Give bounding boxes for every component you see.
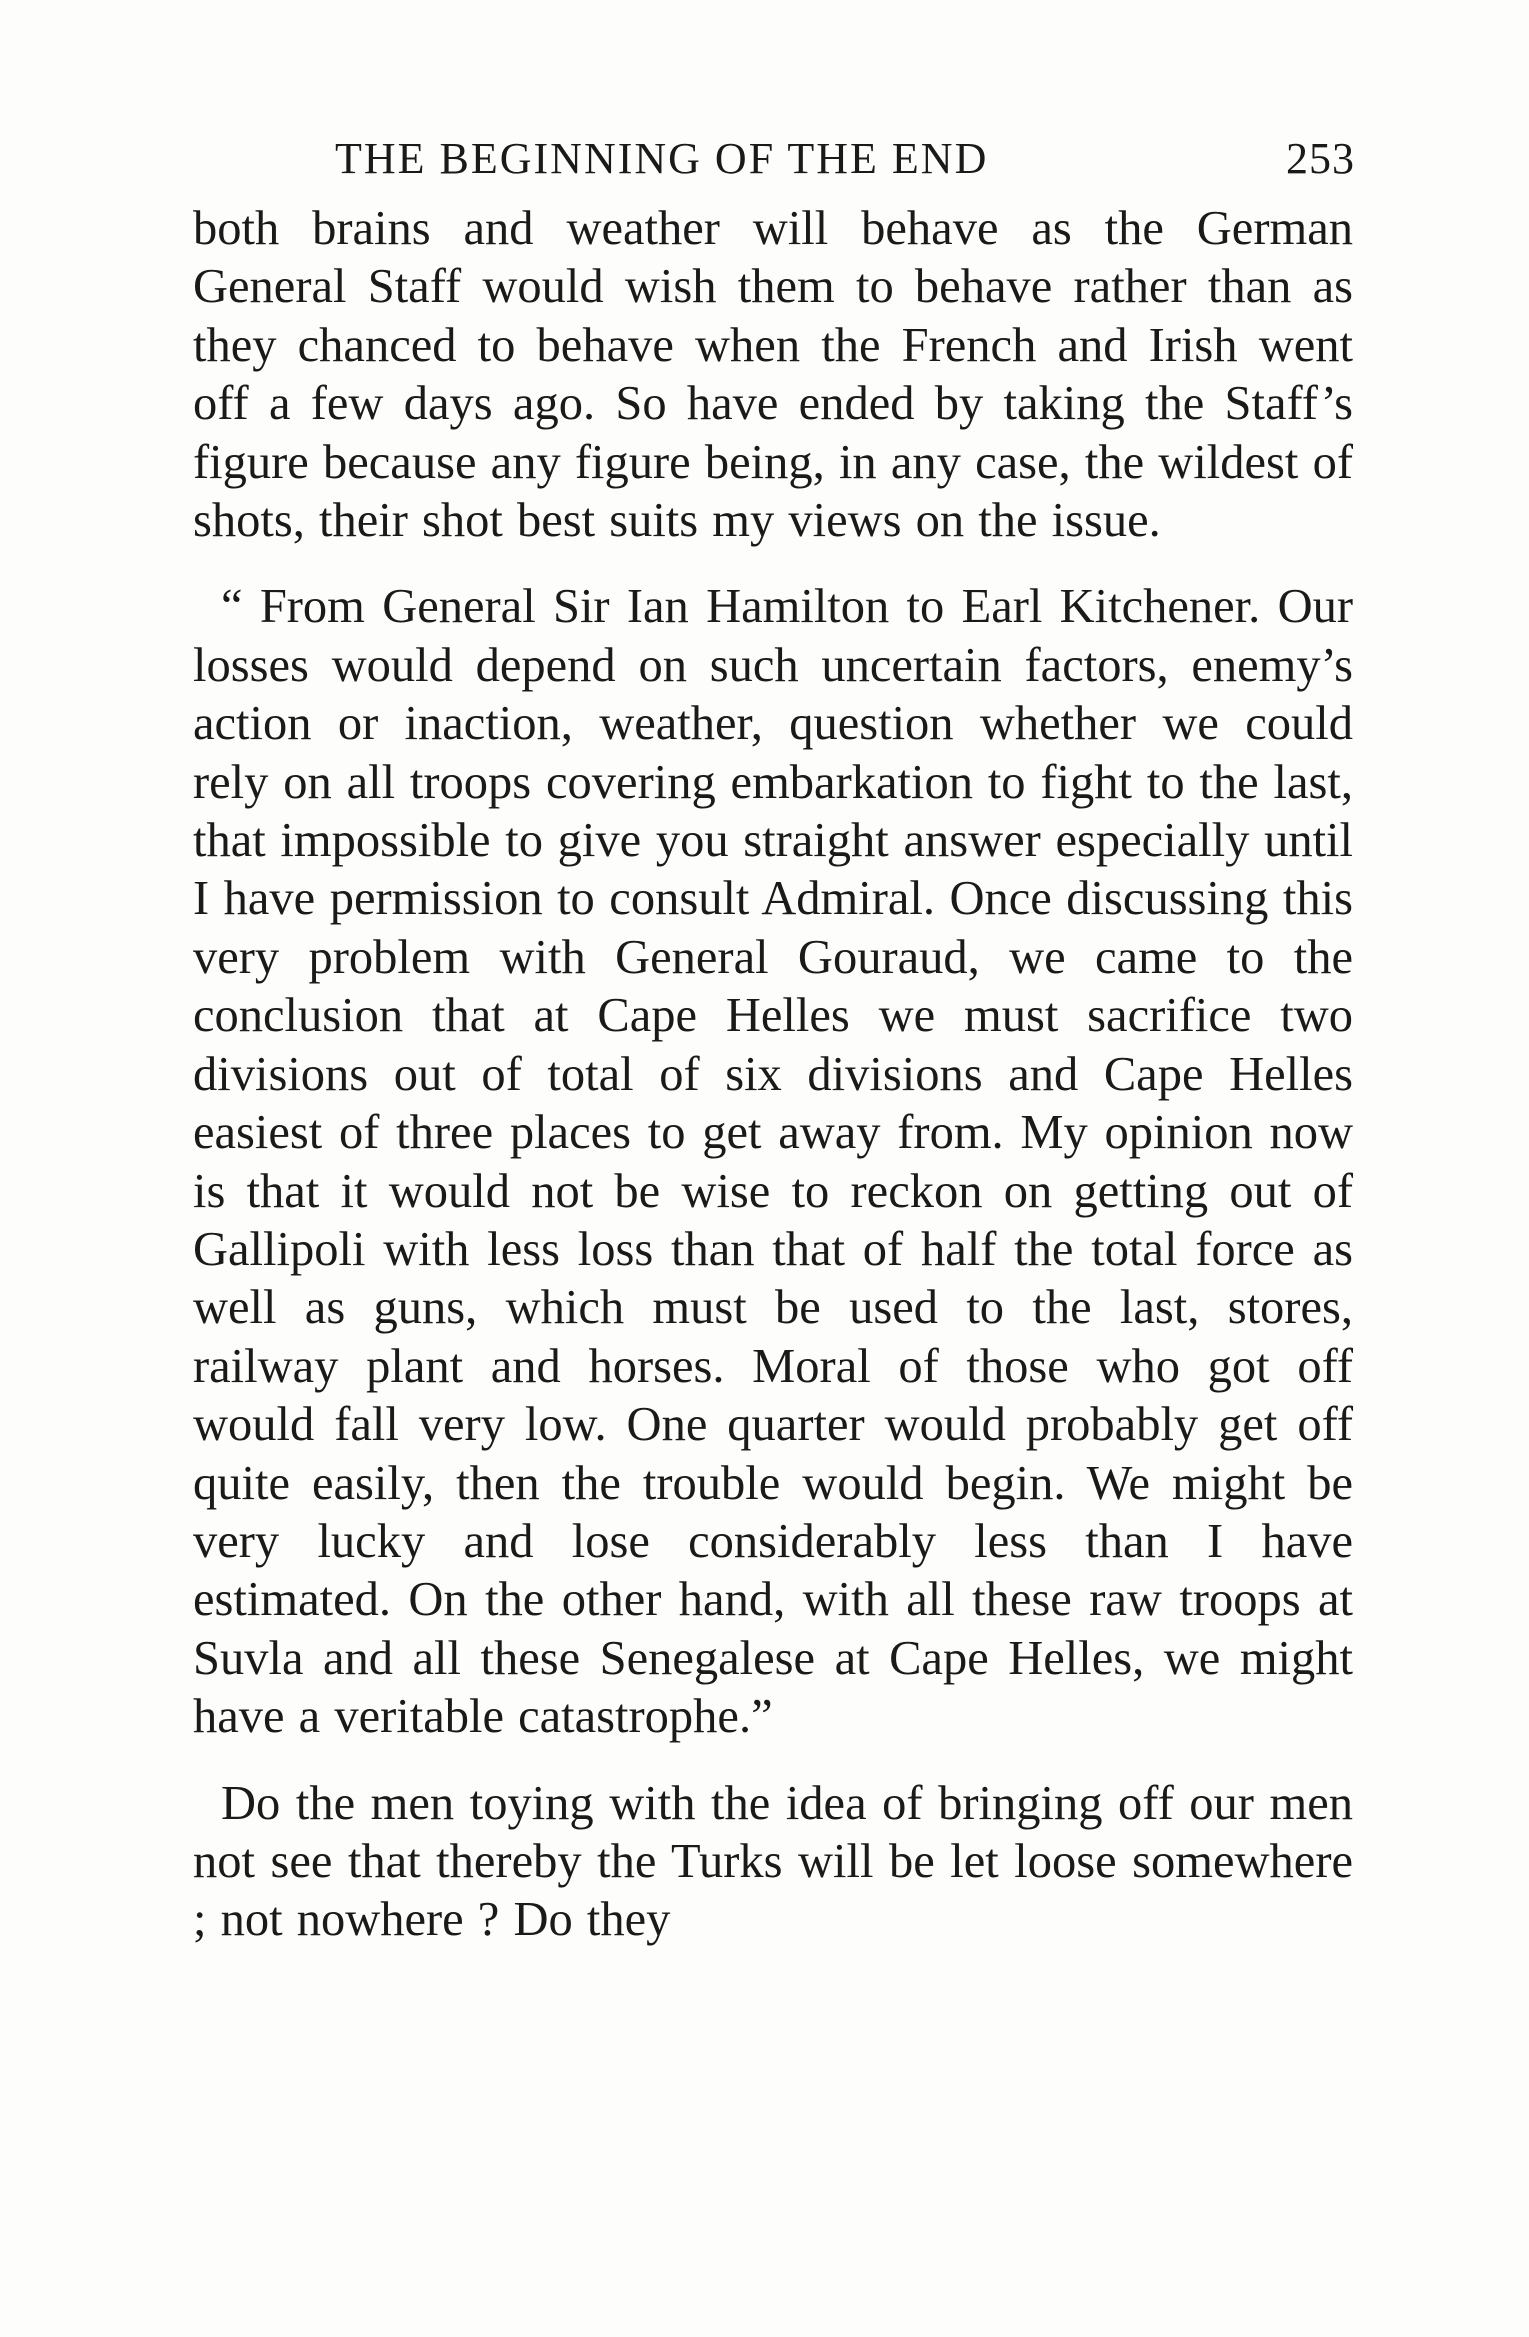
body-text [193,200,1353,1950]
running-head [193,128,1353,190]
page-number: 253 [1286,134,1355,183]
page-content [193,128,1353,1950]
running-title: THE BEGINNING OF THE END [335,134,989,183]
paragraph-telegram-quote: “ From General Sir Ian Hamilton to Earl Kitchener. Our losses would depend on such uncertain factors, enemy’s action or inaction, weather, question whether we could rely on all troops covering embarkation to fight to the last, that impossible to give you straight answer especially until I have permission to consult Admiral. Once discussing this very problem with General Gouraud, we came to the conclusion that at Cape Helles we must sacrifice two divisions out of total of six divisions and Cape Helles easiest of three places to get away from. My opinion now is that it would not be wise to reckon on getting out of Gallipoli with less loss than that of half the total force as well as guns, which must be used to the last, stores, railway plant and horses. Moral of those who got off would fall very low. One quarter would probably get off quite easily, then the trouble would begin. We might be very lucky and lose considerably less than I have estimated. On the other hand, with all these raw troops at Suvla and all these Senegalese at Cape Helles, we might have a veritable catastrophe.” [193,580,1353,1744]
paragraph-continuation: both brains and weather will behave as the German General Staff would wish them to behave rather than as they chanced to behave when the French and Irish went off a few days ago. So have ended by taking the Staff’s figure because any figure being, in any case, the wildest of shots, their shot best suits my views on the issue. [193,202,1353,548]
paragraph-closing: Do the men toying with the idea of bringing off our men not see that thereby the Turks will be let loose somewhere ; not nowhere ? Do they [193,1776,1353,1947]
